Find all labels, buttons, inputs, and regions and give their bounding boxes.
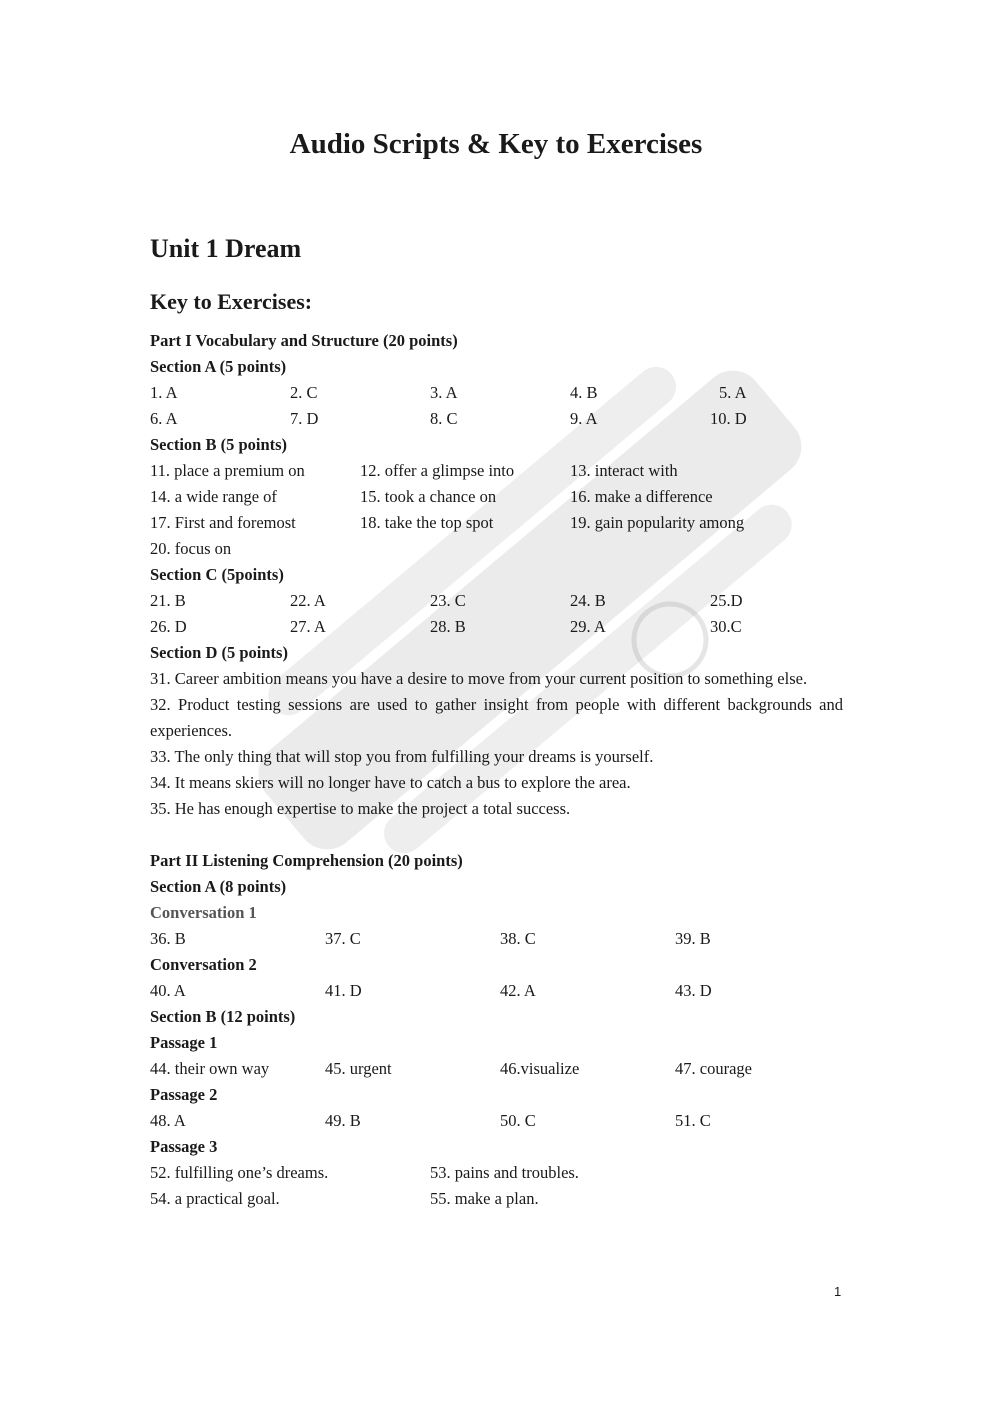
answer-sentence: 32. Product testing sessions are used to gather insight from people with different backgrounds and experiences. [150,695,843,740]
answer-item: 43. D [675,981,712,1000]
answer-item: 13. interact with [570,461,678,480]
section-c-heading: Section C (5points) [150,565,284,584]
listening-section-b-heading: Section B (12 points) [150,1007,296,1026]
answer-row [150,1160,843,1186]
part2-heading: Part II Listening Comprehension (20 points) [150,851,463,870]
answer-row [150,614,843,640]
answer-row [150,588,843,614]
spacer [150,822,843,848]
answer-row [150,484,843,510]
page-title: Audio Scripts & Key to Exercises [289,128,703,160]
answer-item: 24. B [570,591,606,610]
answer-item: 28. B [430,617,466,636]
answer-row [150,1056,843,1082]
answer-item: 47. courage [675,1059,752,1078]
page-number: 1 [834,1284,842,1299]
answer-item: 20. focus on [150,539,232,558]
answer-item: 42. A [500,981,536,1000]
answer-item: 1. A [150,383,178,402]
answer-item: 49. B [325,1111,361,1130]
answer-row [150,1186,843,1212]
answer-item: 50. C [500,1111,536,1130]
answer-sentence: 34. It means skiers will no longer have to catch a bus to explore the area. [150,773,631,792]
answer-sentence: 33. The only thing that will stop you from fulfilling your dreams is yourself. [150,747,654,766]
answer-item: 26. D [150,617,187,636]
answer-item: 45. urgent [325,1059,392,1078]
section-b-heading: Section B (5 points) [150,435,288,454]
answer-item: 10. D [710,409,747,428]
answer-item: 15. took a chance on [360,487,497,506]
answer-item: 48. A [150,1111,186,1130]
answer-row [150,380,843,406]
conversation-1-label: Conversation 1 [150,903,257,922]
answer-item: 29. A [570,617,606,636]
conversation-2-label: Conversation 2 [150,955,257,974]
answer-item: 40. A [150,981,186,1000]
key-heading: Key to Exercises: [150,289,313,314]
answer-key-content [150,328,843,1212]
answer-item: 41. D [325,981,362,1000]
passage-2-label: Passage 2 [150,1085,218,1104]
answer-item: 9. A [570,409,598,428]
answer-item: 51. C [675,1111,711,1130]
answer-item: 53. pains and troubles. [430,1163,579,1182]
answer-item: 30.C [710,617,742,636]
answer-row [150,458,843,484]
answer-item: 46.visualize [500,1059,580,1078]
answer-sentence: 31. Career ambition means you have a desire to move from your current position to something else. [150,669,808,688]
answer-item: 12. offer a glimpse into [360,461,515,480]
answer-item: 25.D [710,591,743,610]
answer-item: 38. C [500,929,536,948]
answer-item: 52. fulfilling one’s dreams. [150,1163,329,1182]
answer-item: 2. C [290,383,318,402]
answer-item: 4. B [570,383,598,402]
answer-row [150,406,843,432]
answer-row [150,926,843,952]
answer-item: 39. B [675,929,711,948]
answer-item: 7. D [290,409,319,428]
answer-item: 54. a practical goal. [150,1189,280,1208]
answer-item: 16. make a difference [570,487,713,506]
answer-item: 44. their own way [150,1059,270,1078]
answer-item: 3. A [430,383,458,402]
answer-item: 19. gain popularity among [570,513,745,532]
answer-item: 6. A [150,409,178,428]
section-d-heading: Section D (5 points) [150,643,288,662]
answer-item: 55. make a plan. [430,1189,539,1208]
answer-row [150,1108,843,1134]
answer-row [150,536,843,562]
answer-row [150,510,843,536]
answer-item: 8. C [430,409,458,428]
part1-heading: Part I Vocabulary and Structure (20 points) [150,331,458,350]
answer-item: 36. B [150,929,186,948]
passage-3-label: Passage 3 [150,1137,218,1156]
answer-item: 21. B [150,591,186,610]
listening-section-a-heading: Section A (8 points) [150,877,287,896]
section-a-heading: Section A (5 points) [150,357,287,376]
answer-row [150,978,843,1004]
answer-item: 14. a wide range of [150,487,277,506]
unit-heading: Unit 1 Dream [150,234,302,263]
passage-1-label: Passage 1 [150,1033,218,1052]
answer-item: 22. A [290,591,326,610]
answer-item: 17. First and foremost [150,513,296,532]
answer-item: 27. A [290,617,326,636]
answer-item: 18. take the top spot [360,513,494,532]
answer-item: 23. C [430,591,466,610]
answer-sentence: 35. He has enough expertise to make the project a total success. [150,799,571,818]
answer-item: 5. A [719,383,747,402]
answer-item: 37. C [325,929,361,948]
answer-item: 11. place a premium on [150,461,305,480]
